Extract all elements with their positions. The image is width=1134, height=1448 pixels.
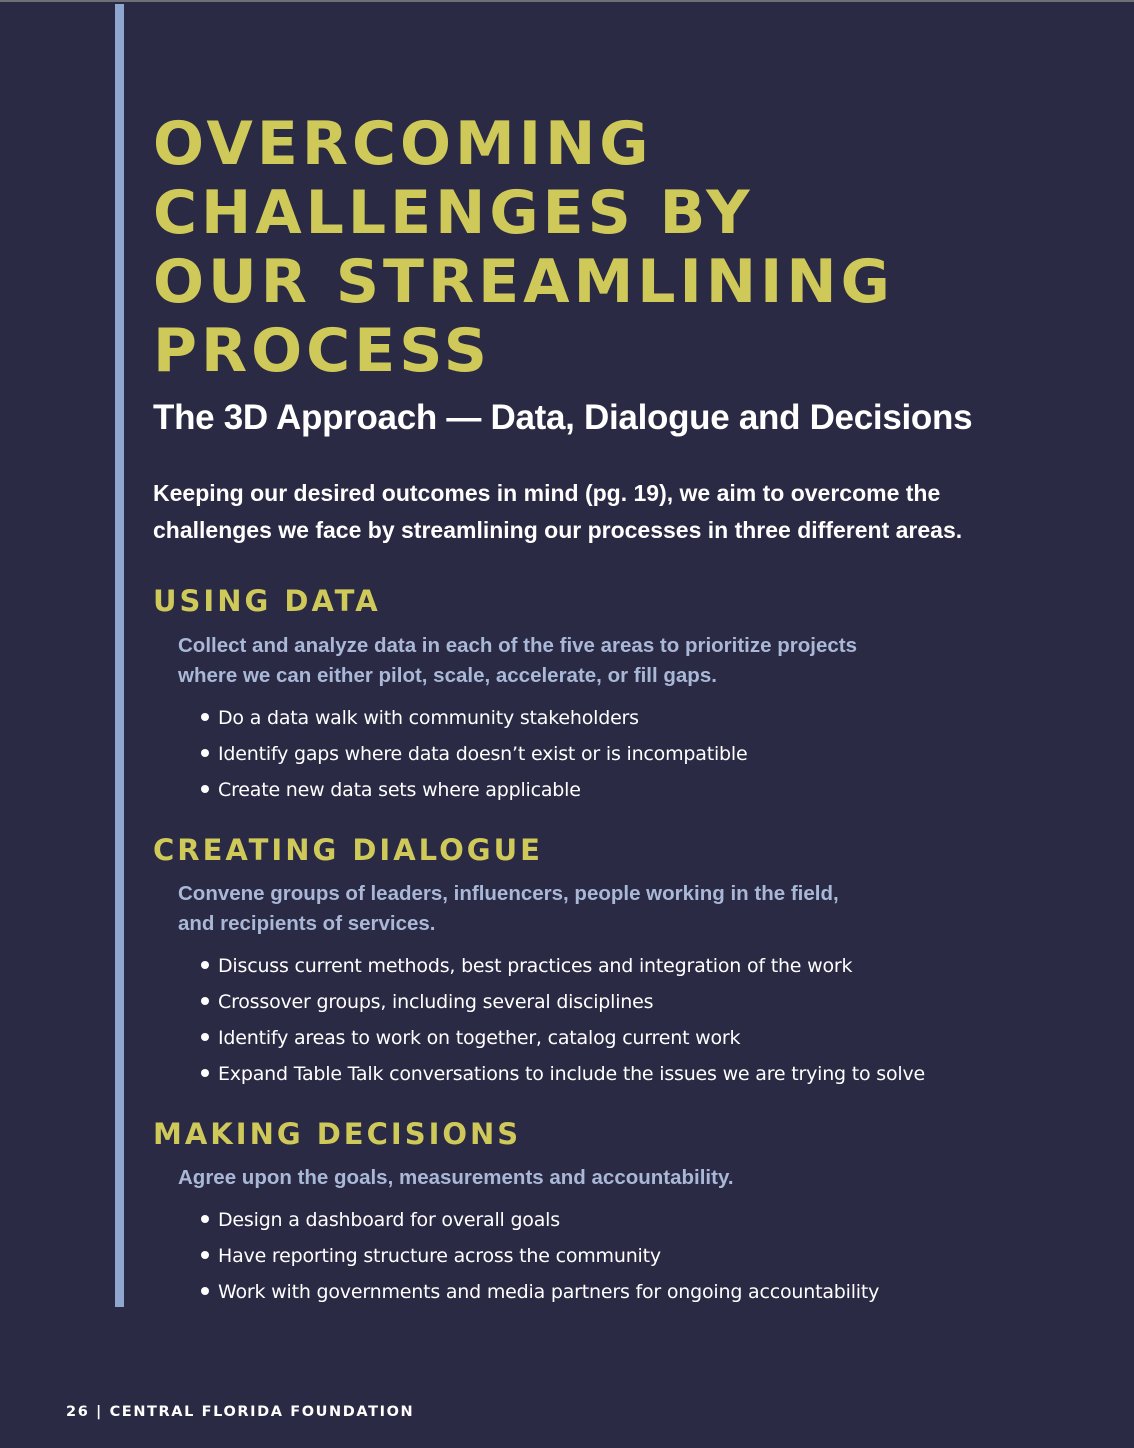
bullet-dot-icon — [201, 1215, 209, 1223]
description-line: Convene groups of leaders, influencers, people working in the field, — [178, 882, 839, 905]
bullet-dot-icon — [201, 785, 209, 793]
bullet-dot-icon — [201, 749, 209, 757]
description-line: where we can either pilot, scale, accelerate, or fill gaps. — [178, 664, 717, 687]
section-heading-using-data: USING DATA — [153, 584, 381, 618]
bullet-text: Design a dashboard for overall goals — [218, 1209, 560, 1231]
bullet-text: Crossover groups, including several disciplines — [218, 991, 654, 1013]
bullet-text: Work with governments and media partners for ongoing accountability — [218, 1281, 880, 1303]
title-line: OVERCOMING — [153, 109, 653, 179]
bullet-item — [201, 1274, 879, 1310]
bullet-dot-icon — [201, 997, 209, 1005]
bullet-dot-icon — [201, 1287, 209, 1295]
bullet-dot-icon — [201, 1251, 209, 1259]
bullet-text: Have reporting structure across the community — [218, 1245, 661, 1267]
bullet-dot-icon — [201, 713, 209, 721]
section-description-creating-dialogue — [178, 879, 839, 939]
page-top-edge — [0, 0, 1134, 2]
bullet-text: Identify gaps where data doesn’t exist or is incompatible — [218, 743, 748, 765]
bullet-item — [201, 1056, 925, 1092]
intro-line: challenges we face by streamlining our processes in three different areas. — [153, 517, 963, 543]
page-title — [153, 110, 894, 386]
bullet-dot-icon — [201, 1033, 209, 1041]
bullet-item — [201, 1238, 879, 1274]
section-heading-making-decisions: MAKING DECISIONS — [153, 1117, 522, 1151]
bullet-item — [201, 984, 925, 1020]
title-line: PROCESS — [153, 316, 491, 386]
intro-paragraph — [153, 475, 1053, 549]
bullet-list-making-decisions — [201, 1202, 879, 1310]
bullet-list-using-data — [201, 700, 747, 808]
bullet-item — [201, 700, 747, 736]
bullet-item — [201, 736, 747, 772]
section-description-using-data — [178, 631, 857, 691]
vertical-accent-bar — [115, 4, 124, 1307]
title-line: CHALLENGES BY — [153, 178, 754, 248]
bullet-item — [201, 948, 925, 984]
description-line: Collect and analyze data in each of the five areas to prioritize projects — [178, 634, 857, 657]
bullet-dot-icon — [201, 1069, 209, 1077]
title-line: OUR STREAMLINING — [153, 247, 894, 317]
page-footer: 26 | CENTRAL FLORIDA FOUNDATION — [66, 1404, 415, 1420]
section-heading-creating-dialogue: CREATING DIALOGUE — [153, 833, 543, 867]
bullet-text: Do a data walk with community stakeholders — [218, 707, 639, 729]
section-description-making-decisions — [178, 1163, 734, 1193]
bullet-item — [201, 1202, 879, 1238]
description-line: and recipients of services. — [178, 912, 436, 935]
bullet-item — [201, 1020, 925, 1056]
bullet-text: Identify areas to work on together, catalog current work — [218, 1027, 741, 1049]
intro-line: Keeping our desired outcomes in mind (pg. 19), we aim to overcome the — [153, 480, 941, 506]
bullet-text: Discuss current methods, best practices and integration of the work — [218, 955, 853, 977]
bullet-text: Expand Table Talk conversations to include the issues we are trying to solve — [218, 1063, 925, 1085]
bullet-item — [201, 772, 747, 808]
page-subtitle: The 3D Approach — Data, Dialogue and Decisions — [153, 398, 973, 437]
bullet-text: Create new data sets where applicable — [218, 779, 581, 801]
description-line: Agree upon the goals, measurements and accountability. — [178, 1166, 734, 1189]
bullet-list-creating-dialogue — [201, 948, 925, 1092]
bullet-dot-icon — [201, 961, 209, 969]
